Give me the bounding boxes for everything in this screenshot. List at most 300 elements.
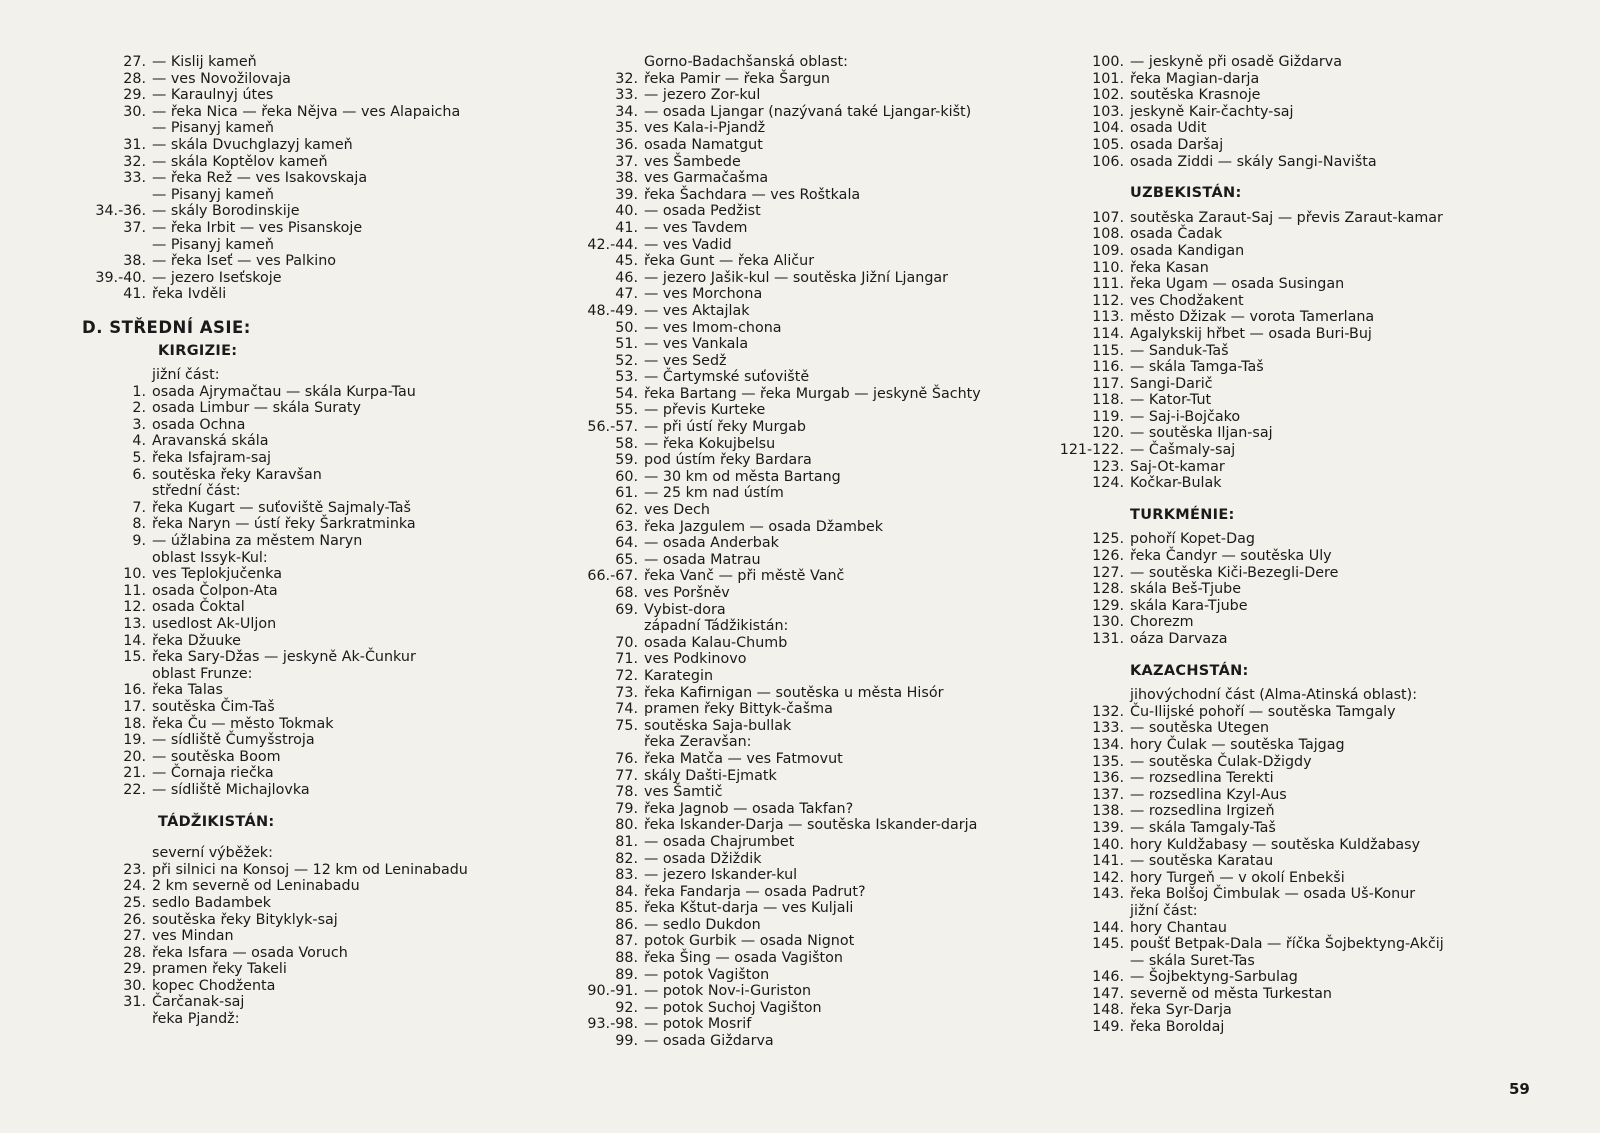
list-item xyxy=(70,633,540,650)
item-text: při silnici na Konsoj — 12 km od Leninabadu xyxy=(152,861,468,878)
item-number: 24. xyxy=(123,878,146,895)
item-text: — osada Giždarva xyxy=(644,1033,774,1050)
item-number xyxy=(70,367,152,384)
list-item xyxy=(580,54,1060,71)
list-item xyxy=(1058,459,1578,476)
item-number: 79. xyxy=(615,800,638,817)
item-number xyxy=(1058,687,1130,704)
item-text: Kočkar-Bulak xyxy=(1130,475,1222,492)
item-number: 71. xyxy=(615,651,638,668)
item-number: 61. xyxy=(615,485,638,502)
item-text: pod ústím řeky Bardara xyxy=(644,452,812,469)
item-text: skály Dašti-Ejmatk xyxy=(644,767,777,784)
item-number: 15. xyxy=(123,649,146,666)
item-number xyxy=(70,187,152,204)
item-number: 65. xyxy=(615,551,638,568)
list-item xyxy=(580,137,1060,154)
item-text: jižní část: xyxy=(1130,902,1198,919)
list-item xyxy=(1058,104,1578,121)
list-item xyxy=(70,433,540,450)
list-item xyxy=(70,400,540,417)
item-text: — potok Suchoj Vagišton xyxy=(644,999,822,1016)
item-number: 17. xyxy=(123,698,146,715)
item-number: 40. xyxy=(615,203,638,220)
item-number: 10. xyxy=(123,566,146,583)
item-number: 113. xyxy=(1092,309,1124,326)
item-text: — Saj-i-Bojčako xyxy=(1130,408,1241,425)
list-item xyxy=(580,917,1060,934)
list-item xyxy=(1058,770,1578,787)
item-text: ves Šamtič xyxy=(644,784,723,801)
item-number: 26. xyxy=(123,911,146,928)
item-number: 46. xyxy=(615,269,638,286)
list-item xyxy=(580,1033,1060,1050)
item-number: 125. xyxy=(1092,531,1124,548)
item-text: řeka Iskander-Darja — soutěska Iskander-darja xyxy=(644,817,978,834)
item-number: 32. xyxy=(615,70,638,87)
item-number: 149. xyxy=(1092,1019,1124,1036)
list-item xyxy=(1058,120,1578,137)
item-text: řeka Kafirnigan — soutěska u města Hisór xyxy=(644,684,944,701)
list-item xyxy=(580,900,1060,917)
list-item xyxy=(70,978,540,995)
list-item xyxy=(1058,581,1578,598)
item-text: — skály Borodinskije xyxy=(152,203,300,220)
item-text: — Kislij kameň xyxy=(152,54,257,70)
list-item xyxy=(580,469,1060,486)
item-number: 105. xyxy=(1092,136,1124,153)
item-number: 41. xyxy=(123,286,146,303)
item-text: — skála Koptělov kameň xyxy=(152,153,328,170)
list-item xyxy=(70,500,540,517)
list-item xyxy=(580,967,1060,984)
item-text: — Pisanyj kameň xyxy=(152,236,274,253)
list-item xyxy=(580,602,1060,619)
item-text: — řeka Kokujbelsu xyxy=(644,435,776,452)
list-item xyxy=(1058,87,1578,104)
item-text: — Karaulnyj útes xyxy=(152,87,274,104)
item-number: 88. xyxy=(615,950,638,967)
item-text: — soutěska Kiči-Bezegli-Dere xyxy=(1130,564,1339,581)
item-number: 58. xyxy=(615,435,638,452)
item-text: sedlo Badambek xyxy=(152,894,272,911)
list-item xyxy=(70,467,540,484)
item-text: řeka Isfara — osada Voruch xyxy=(152,944,348,961)
list-item xyxy=(70,732,540,749)
spacer xyxy=(70,359,540,367)
item-number: 30. xyxy=(123,977,146,994)
item-number: 129. xyxy=(1092,597,1124,614)
item-text: ves Chodžakent xyxy=(1130,292,1244,309)
list-item xyxy=(70,170,540,187)
item-text: — řeka Rež — ves Isakovskaja xyxy=(152,170,368,187)
item-number: 93.-98. xyxy=(587,1016,638,1033)
country-heading: TÁDŽIKISTÁN: xyxy=(158,813,275,830)
list-item xyxy=(1058,137,1578,154)
item-number: 37. xyxy=(123,219,146,236)
item-text: — potok Nov-i-Guriston xyxy=(644,983,812,1000)
item-text: západní Tádžikistán: xyxy=(644,618,789,635)
item-text: — soutěska Čulak-Džigdy xyxy=(1130,753,1312,770)
item-number xyxy=(1058,953,1130,970)
list-item xyxy=(70,699,540,716)
list-item xyxy=(580,635,1060,652)
item-number: 146. xyxy=(1092,969,1124,986)
item-number: 100. xyxy=(1092,54,1124,70)
list-item xyxy=(580,1000,1060,1017)
item-text: hory Chantau xyxy=(1130,919,1227,936)
item-number: 72. xyxy=(615,667,638,684)
item-text: řeka Naryn — ústí řeky Šarkratminka xyxy=(152,516,416,533)
country-heading: KIRGIZIE: xyxy=(158,342,238,359)
item-number: 77. xyxy=(615,767,638,784)
spacer xyxy=(1058,170,1578,185)
item-text: — sedlo Dukdon xyxy=(644,916,761,933)
column-middle xyxy=(580,54,1060,1050)
column-left xyxy=(70,54,540,1028)
item-number: 20. xyxy=(123,748,146,765)
list-item xyxy=(70,417,540,434)
item-number: 144. xyxy=(1092,919,1124,936)
item-text: osada Ochna xyxy=(152,416,246,433)
list-item xyxy=(1058,754,1578,771)
item-text: ves Mindan xyxy=(152,928,234,945)
item-number: 116. xyxy=(1092,359,1124,376)
item-text: — rozsedlina Irgizeň xyxy=(1130,803,1275,820)
list-item xyxy=(580,701,1060,718)
item-number: 108. xyxy=(1092,226,1124,243)
item-number: 130. xyxy=(1092,614,1124,631)
item-number: 69. xyxy=(615,601,638,618)
list-item xyxy=(580,933,1060,950)
item-number: 85. xyxy=(615,900,638,917)
list-item xyxy=(580,585,1060,602)
item-text: — osada Džiždik xyxy=(644,850,762,867)
item-text: — osada Chajrumbet xyxy=(644,833,795,850)
item-number: 5. xyxy=(132,450,146,467)
list-item xyxy=(1058,359,1578,376)
item-text: soutěska řeky Bityklyk-saj xyxy=(152,911,338,928)
list-item xyxy=(1058,704,1578,721)
list-item xyxy=(1058,210,1578,227)
list-item xyxy=(70,187,540,204)
item-number: 109. xyxy=(1092,242,1124,259)
list-item xyxy=(580,485,1060,502)
item-text: hory Čulak — soutěska Tajgag xyxy=(1130,736,1345,753)
item-number: 142. xyxy=(1092,869,1124,886)
list-item xyxy=(70,912,540,929)
spacer xyxy=(70,830,540,845)
item-number: 86. xyxy=(615,916,638,933)
item-number: 143. xyxy=(1092,886,1124,903)
item-number: 101. xyxy=(1092,70,1124,87)
item-number: 73. xyxy=(615,684,638,701)
item-text: — jeskyně při osadě Giždarva xyxy=(1130,54,1343,70)
item-number: 37. xyxy=(615,153,638,170)
item-text: řeka Pjandž: xyxy=(152,1011,240,1028)
item-text: Agalykskij hřbet — osada Buri-Buj xyxy=(1130,325,1372,342)
list-item xyxy=(70,994,540,1011)
item-number xyxy=(70,845,152,862)
list-item xyxy=(70,516,540,533)
item-text: — soutěska Utegen xyxy=(1130,720,1270,737)
list-item xyxy=(70,154,540,171)
item-text: Aravanská skála xyxy=(152,433,269,450)
item-number: 76. xyxy=(615,750,638,767)
list-item xyxy=(580,120,1060,137)
item-text: severní výběžek: xyxy=(152,845,273,862)
item-number: 31. xyxy=(123,136,146,153)
list-item xyxy=(70,682,540,699)
item-text: 2 km severně od Leninabadu xyxy=(152,878,360,895)
item-text: pramen řeky Bittyk-čašma xyxy=(644,701,833,718)
item-number: 32. xyxy=(123,153,146,170)
item-text: — jezero Iseťskoje xyxy=(152,269,282,286)
list-item xyxy=(70,120,540,137)
list-item xyxy=(70,566,540,583)
item-text: řeka Pamir — řeka Šargun xyxy=(644,70,830,87)
item-number: 134. xyxy=(1092,736,1124,753)
list-item xyxy=(1058,837,1578,854)
item-number xyxy=(70,237,152,254)
item-text: — ves Novožilovaja xyxy=(152,70,291,87)
item-number: 62. xyxy=(615,502,638,519)
item-number: 27. xyxy=(123,54,146,70)
item-text: řeka Kasan xyxy=(1130,259,1209,276)
item-number: 131. xyxy=(1092,631,1124,647)
item-text: — ves Vadid xyxy=(644,236,732,253)
item-text: hory Turgeň — v okolí Enbekši xyxy=(1130,869,1345,886)
list-item xyxy=(580,253,1060,270)
item-text: řeka Bolšoj Čimbulak — osada Uš-Konur xyxy=(1130,886,1416,903)
list-item xyxy=(1058,986,1578,1003)
country-heading: KAZACHSTÁN: xyxy=(1130,662,1249,679)
item-text: — osada Ljangar (nazývaná také Ljangar-kišt) xyxy=(644,103,972,120)
item-text: Čarčanak-saj xyxy=(152,994,245,1011)
item-number: 111. xyxy=(1092,276,1124,293)
list-item xyxy=(1058,953,1578,970)
list-item xyxy=(580,668,1060,685)
item-text: řeka Jazgulem — osada Džambek xyxy=(644,518,884,535)
item-number: 36. xyxy=(615,136,638,153)
list-item xyxy=(580,502,1060,519)
item-number xyxy=(70,1011,152,1028)
list-item xyxy=(580,336,1060,353)
list-item xyxy=(1058,154,1578,171)
item-number: 18. xyxy=(123,715,146,732)
list-item xyxy=(1058,376,1578,393)
list-item xyxy=(70,483,540,500)
list-item xyxy=(1058,226,1578,243)
item-number: 8. xyxy=(132,516,146,533)
list-item xyxy=(580,784,1060,801)
item-text: oáza Darvaza xyxy=(1130,631,1228,647)
item-text: řeka Gunt — řeka Aličur xyxy=(644,253,815,270)
item-number: 136. xyxy=(1092,770,1124,787)
list-item xyxy=(1058,687,1578,704)
list-item xyxy=(1058,442,1578,459)
list-item xyxy=(1058,803,1578,820)
item-text: Karategin xyxy=(644,667,714,684)
item-number: 92. xyxy=(615,999,638,1016)
item-text: ves Kala-i-Pjandž xyxy=(644,120,766,137)
item-text: řeka Kštut-darja — ves Kuljali xyxy=(644,900,854,917)
item-text: ves Poršněv xyxy=(644,585,730,601)
list-item xyxy=(580,884,1060,901)
item-text: — úžlabina za městem Naryn xyxy=(152,533,363,550)
list-item xyxy=(70,104,540,121)
item-number: 66.-67. xyxy=(587,568,638,585)
item-number: 115. xyxy=(1092,342,1124,359)
list-item xyxy=(580,851,1060,868)
item-text: — při ústí řeky Murgab xyxy=(644,419,807,436)
item-number: 75. xyxy=(615,717,638,734)
item-text: poušť Betpak-Dala — říčka Šojbektyng-Akčij xyxy=(1130,936,1444,953)
list-item xyxy=(70,87,540,104)
list-item xyxy=(1058,720,1578,737)
list-item xyxy=(580,187,1060,204)
item-number: 48.-49. xyxy=(587,302,638,319)
list-item xyxy=(580,286,1060,303)
item-number: 3. xyxy=(132,416,146,433)
item-text: — skála Tamgaly-Taš xyxy=(1130,819,1276,836)
item-text: osada Čolpon-Ata xyxy=(152,582,278,599)
item-text: — soutěska Boom xyxy=(152,748,281,765)
list-item xyxy=(1058,326,1578,343)
item-text: soutěska Zaraut-Saj — převis Zaraut-kamar xyxy=(1130,209,1443,226)
item-text: — Pisanyj kameň xyxy=(152,120,274,137)
list-item xyxy=(580,817,1060,834)
item-text: osada Udit xyxy=(1130,120,1207,137)
list-item xyxy=(1058,54,1578,71)
item-number xyxy=(580,54,644,71)
item-number: 14. xyxy=(123,632,146,649)
item-number: 120. xyxy=(1092,425,1124,442)
item-text: — ves Morchona xyxy=(644,286,763,303)
column-right xyxy=(1058,54,1578,1036)
item-text: řeka Fandarja — osada Padrut? xyxy=(644,883,866,900)
list-item xyxy=(580,801,1060,818)
item-number: 119. xyxy=(1092,408,1124,425)
item-text: — ves Sedž xyxy=(644,352,727,369)
item-number: 110. xyxy=(1092,259,1124,276)
list-item xyxy=(1058,531,1578,548)
list-item xyxy=(1058,392,1578,409)
page-number: 59 xyxy=(1509,1080,1530,1098)
item-number: 90.-91. xyxy=(587,983,638,1000)
item-text: řeka Zeravšan: xyxy=(644,734,752,751)
list-item xyxy=(1058,276,1578,293)
item-number: 41. xyxy=(615,219,638,236)
item-number: 135. xyxy=(1092,753,1124,770)
item-number: 28. xyxy=(123,944,146,961)
item-text: jižní část: xyxy=(152,367,220,384)
spacer xyxy=(1058,679,1578,687)
item-text: ves Dech xyxy=(644,502,710,519)
item-number: 64. xyxy=(615,535,638,552)
item-text: osada Kandigan xyxy=(1130,242,1245,259)
list-item xyxy=(580,618,1060,635)
item-text: osada Daršaj xyxy=(1130,136,1224,153)
item-number: 7. xyxy=(132,499,146,516)
list-item xyxy=(1058,243,1578,260)
list-item xyxy=(70,845,540,862)
list-item xyxy=(70,550,540,567)
item-number: 82. xyxy=(615,850,638,867)
item-text: — skála Dvuchglazyj kameň xyxy=(152,136,353,153)
item-text: usedlost Ak-Uljon xyxy=(152,616,277,632)
item-number: 4. xyxy=(132,433,146,450)
item-text: osada Namatgut xyxy=(644,136,763,153)
item-number: 29. xyxy=(123,87,146,104)
item-number: 33. xyxy=(123,170,146,187)
list-item xyxy=(580,1016,1060,1033)
item-number xyxy=(70,483,152,500)
list-item xyxy=(580,436,1060,453)
item-number: 138. xyxy=(1092,803,1124,820)
item-text: jeskyně Kair-čachty-saj xyxy=(1130,103,1294,120)
item-text: řeka Čandyr — soutěska Uly xyxy=(1130,548,1332,565)
item-text: skála Kara-Tjube xyxy=(1130,597,1248,614)
item-number: 38. xyxy=(123,253,146,270)
item-number: 106. xyxy=(1092,153,1124,170)
list-item xyxy=(580,154,1060,171)
item-text: řeka Šing — osada Vagišton xyxy=(644,950,843,967)
item-number: 133. xyxy=(1092,720,1124,737)
list-item xyxy=(580,270,1060,287)
item-text: Chorezm xyxy=(1130,614,1194,631)
list-item xyxy=(580,203,1060,220)
list-item xyxy=(1058,631,1578,648)
list-item xyxy=(580,734,1060,751)
item-number: 132. xyxy=(1092,703,1124,720)
item-text: — jezero Jašik-kul — soutěska Jižní Ljangar xyxy=(644,269,949,286)
item-number: 84. xyxy=(615,883,638,900)
list-item xyxy=(70,54,540,71)
list-item xyxy=(580,950,1060,967)
item-text: řeka Matča — ves Fatmovut xyxy=(644,750,843,767)
item-number: 139. xyxy=(1092,819,1124,836)
item-number: 102. xyxy=(1092,87,1124,104)
item-number: 123. xyxy=(1092,458,1124,475)
list-item xyxy=(70,450,540,467)
item-text: řeka Boroldaj xyxy=(1130,1019,1225,1036)
item-text: osada Limbur — skála Suraty xyxy=(152,400,361,417)
list-item xyxy=(70,928,540,945)
item-text: pramen řeky Takeli xyxy=(152,961,287,978)
item-text: — soutěska Karatau xyxy=(1130,853,1274,870)
item-number: 70. xyxy=(615,634,638,651)
list-item xyxy=(1058,293,1578,310)
item-text: — rozsedlina Terekti xyxy=(1130,770,1274,787)
item-number: 112. xyxy=(1092,292,1124,309)
list-item xyxy=(70,71,540,88)
list-item xyxy=(70,384,540,401)
item-number: 31. xyxy=(123,994,146,1011)
list-item xyxy=(70,533,540,550)
item-text: osada Čadak xyxy=(1130,226,1223,243)
item-text: Vybist-dora xyxy=(644,601,726,618)
item-number: 51. xyxy=(615,336,638,353)
list-item xyxy=(1058,886,1578,903)
list-item xyxy=(70,286,540,303)
item-number: 13. xyxy=(123,616,146,632)
item-text: — sídliště Čumyšstroja xyxy=(152,732,315,749)
item-text: — Čašmaly-saj xyxy=(1130,442,1236,459)
list-item xyxy=(70,895,540,912)
item-number: 45. xyxy=(615,253,638,270)
list-item xyxy=(1058,969,1578,986)
